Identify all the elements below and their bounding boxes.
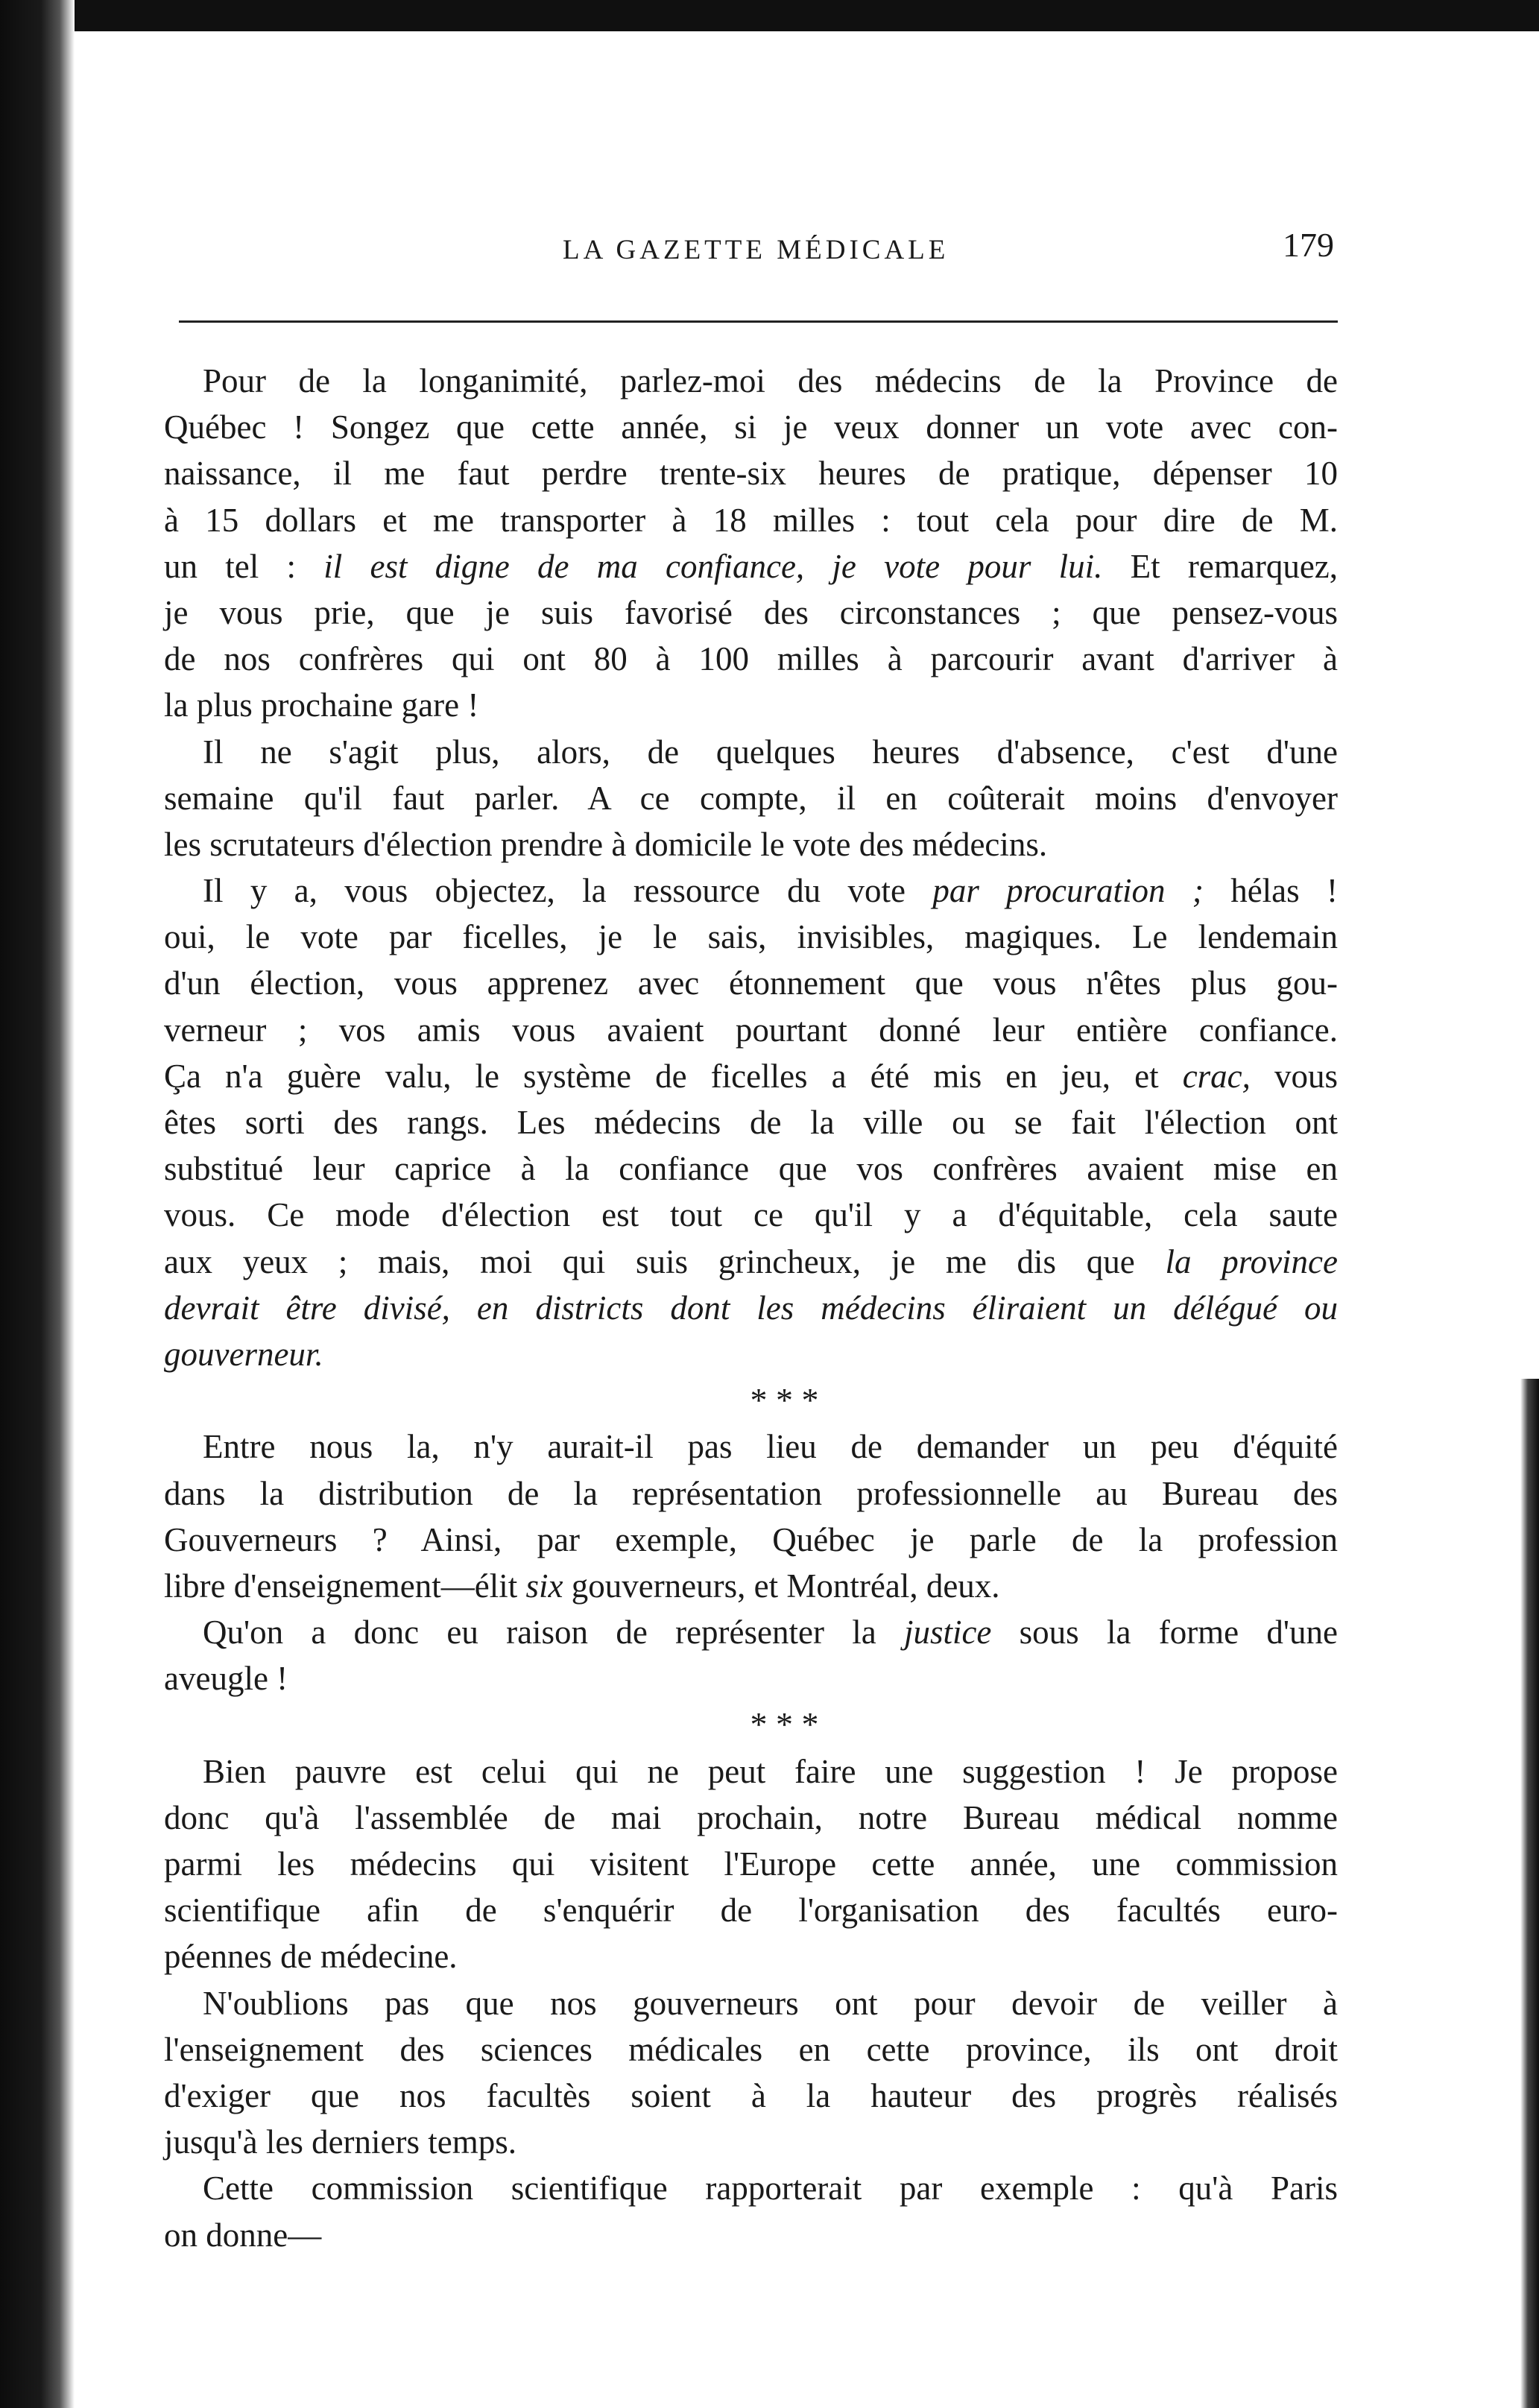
text-line: substitué leur caprice à la confiance que vos confrères avaient mise en	[164, 1150, 1338, 1188]
scan-border-top	[0, 0, 1539, 31]
text-line: dans la distribution de la représentation professionnelle au Bureau des	[164, 1474, 1338, 1512]
text-line: je vous prie, que je suis favorisé des circonstances ; que pensez-vous	[164, 593, 1338, 631]
text-run: Et remarquez,	[1130, 547, 1339, 585]
text-line: vous. Ce mode d'élection est tout ce qu'il y a d'équitable, cela saute	[164, 1196, 1338, 1234]
text-line: oui, le vote par ficelles, je le sais, invisibles, magiques. Le lendemain	[164, 918, 1338, 956]
text-line: Pour de la longanimité, parlez-moi des médecins de la Province de	[203, 362, 1338, 399]
text-line: les scrutateurs d'élection prendre à domicile le vote des médecins.	[164, 825, 1048, 863]
italic-run: gouverneur.	[164, 1335, 323, 1373]
italic-run: devrait être divisé, en districts dont les médecins éliraient un délégué ou	[164, 1289, 1338, 1327]
text-run: sous la forme d'une	[1019, 1614, 1338, 1652]
text-run: gouverneurs, et Montréal, deux.	[571, 1567, 1000, 1605]
text-line: parmi les médecins qui visitent l'Europe cette année, une commission	[164, 1845, 1338, 1883]
text-line: semaine qu'il faut parler. A ce compte, il en coûterait moins d'envoyer	[164, 779, 1338, 817]
text-line	[164, 1053, 1338, 1099]
text-line	[164, 1609, 1338, 1655]
section-separator: * * *	[750, 1705, 819, 1744]
text-line	[164, 1331, 1338, 1377]
text-line: Québec ! Songez que cette année, si je veux donner un vote avec con-	[164, 408, 1338, 446]
page-header	[171, 224, 1349, 283]
text-line: d'un élection, vous apprenez avec étonnement que vous n'êtes plus gou-	[164, 964, 1338, 1002]
text-line: donc qu'à l'assemblée de mai prochain, notre Bureau médical nomme	[164, 1798, 1338, 1836]
italic-run: la province	[1165, 1242, 1338, 1280]
text-line	[164, 1563, 1338, 1609]
text-line: Bien pauvre est celui qui ne peut faire une suggestion ! Je propose	[203, 1752, 1338, 1790]
text-line: péennes de médecine.	[164, 1938, 458, 1976]
text-line: on donne—	[164, 2216, 322, 2254]
header-rule	[179, 320, 1338, 323]
text-line: verneur ; vos amis vous avaient pourtant donné leur entière confiance.	[164, 1011, 1338, 1049]
section-separator: * * *	[750, 1381, 819, 1420]
text-run: Il y a, vous objectez, la ressource du vote	[203, 872, 906, 910]
text-line: scientifique afin de s'enquérir de l'organisation des facultés euro-	[164, 1892, 1338, 1930]
text-line: à 15 dollars et me transporter à 18 milles : tout cela pour dire de M.	[164, 501, 1338, 539]
italic-run: six	[525, 1567, 563, 1605]
text-line: de nos confrères qui ont 80 à 100 milles à parcourir avant d'arriver à	[164, 640, 1338, 678]
article-body	[164, 358, 1338, 2258]
text-line: N'oublions pas que nos gouverneurs ont pour devoir de veiller à	[203, 1984, 1338, 2022]
text-run: Ça n'a guère valu, le système de ficelles a été mis en jeu, et	[164, 1057, 1159, 1095]
italic-run: justice	[903, 1614, 992, 1652]
text-line	[164, 1239, 1338, 1285]
italic-run: crac,	[1182, 1057, 1251, 1095]
text-run: un tel :	[164, 547, 296, 585]
text-line: êtes sorti des rangs. Les médecins de la ville ou se fait l'élection ont	[164, 1104, 1338, 1141]
text-run: libre d'enseignement—élit	[164, 1567, 518, 1605]
text-run: Qu'on a donc eu raison de représenter la	[203, 1614, 876, 1652]
text-line: Cette commission scientifique rapporterait par exemple : qu'à Paris	[203, 2170, 1338, 2208]
scan-border-left	[0, 0, 75, 2408]
text-line: jusqu'à les derniers temps.	[164, 2123, 517, 2161]
text-line	[164, 543, 1338, 590]
text-line: naissance, il me faut perdre trente-six heures de pratique, dépenser 10	[164, 455, 1338, 493]
text-line: l'enseignement des sciences médicales en cette province, ils ont droit	[164, 2030, 1338, 2068]
text-run: aux yeux ; mais, moi qui suis grincheux, je me dis que	[164, 1242, 1135, 1280]
text-line: Entre nous la, n'y aurait-il pas lieu de demander un peu d'équité	[203, 1428, 1338, 1466]
text-line: Gouverneurs ? Ainsi, par exemple, Québec je parle de la profession	[164, 1520, 1338, 1558]
scan-border-right	[1520, 1379, 1539, 2408]
page-number: 179	[1283, 226, 1334, 264]
text-line: la plus prochaine gare !	[164, 686, 479, 724]
running-head: LA GAZETTE MÉDICALE	[563, 235, 949, 265]
text-line: aveugle !	[164, 1660, 288, 1698]
text-run: hélas !	[1230, 872, 1338, 910]
text-line: d'exiger que nos facultès soient à la hauteur des progrès réalisés	[164, 2076, 1338, 2114]
text-run: vous	[1274, 1057, 1338, 1095]
italic-run: par procuration ;	[932, 872, 1204, 910]
text-line: Il ne s'agit plus, alors, de quelques heures d'absence, c'est d'une	[203, 733, 1338, 771]
italic-run: il est digne de ma confiance, je vote pour lui.	[323, 547, 1103, 585]
text-line	[164, 1285, 1338, 1331]
text-line	[164, 868, 1338, 914]
